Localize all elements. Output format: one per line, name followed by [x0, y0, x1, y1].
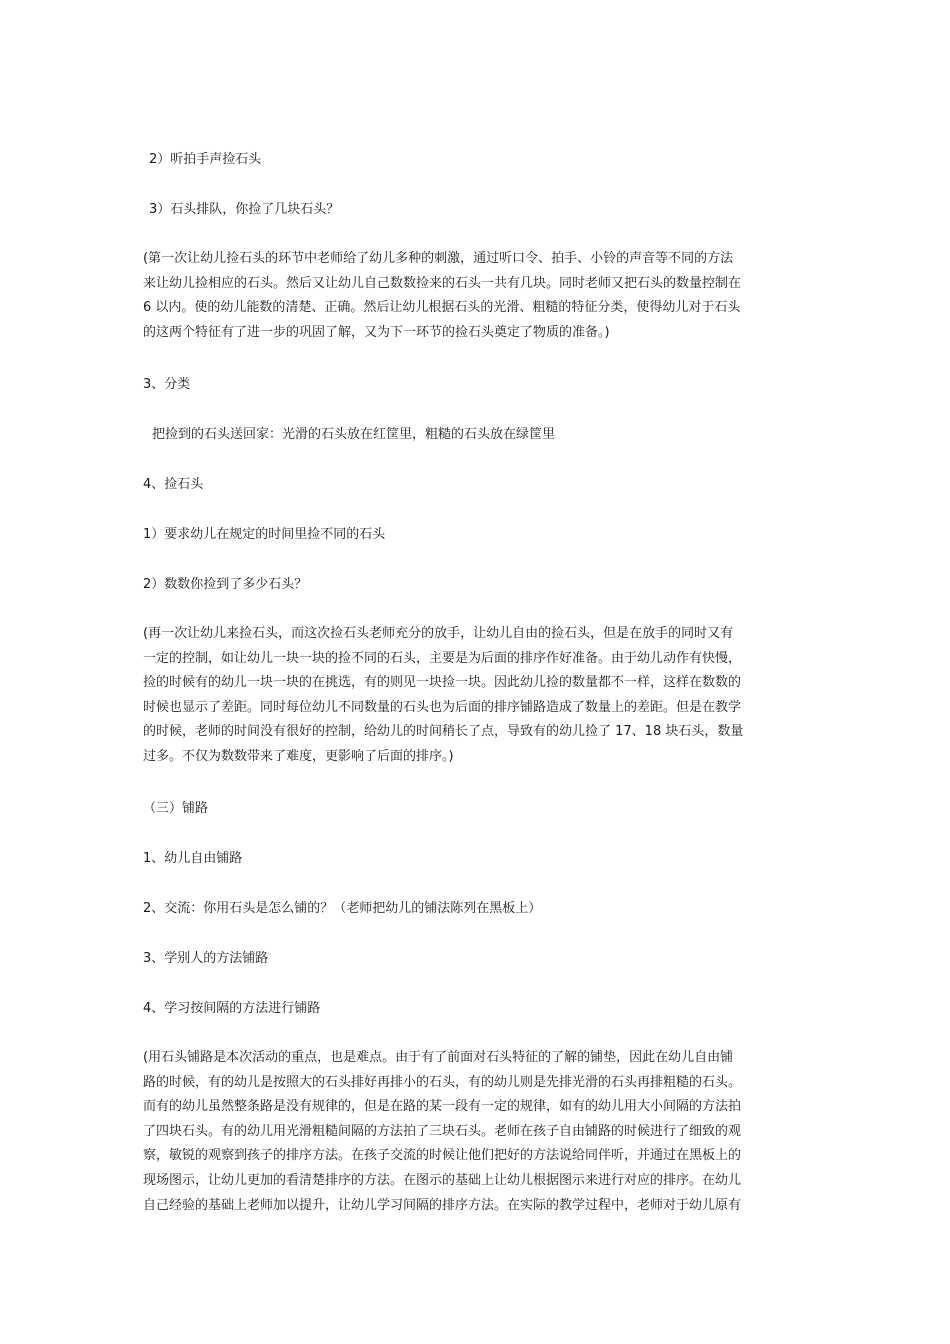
paragraph-line: 路的时候，有的幼儿是按照大的石头排好再排小的石头，有的幼儿则是先排光滑的石头再排粗糙的石头。: [143, 1074, 742, 1090]
paving-step-1: 1、幼儿自由铺路: [143, 851, 243, 866]
step-count-stones: 2）数数你捡到了多少石头？: [143, 577, 308, 592]
paragraph-line: (第一次让幼儿捡石头的环节中老师给了幼儿多种的刺激，通过听口令、拍手、小铃的声音等不同的方法: [143, 251, 734, 266]
paving-step-3: 3、学别人的方法铺路: [143, 951, 269, 966]
heading-classify: 3、分类: [143, 377, 191, 392]
paragraph-line: 6 以内。使的幼儿能数的清楚、正确。然后让幼儿根据石头的光滑、粗糙的特征分类，使得幼儿对于石头: [143, 300, 741, 316]
commentary-paragraph-2: [143, 622, 809, 770]
paragraph-line: 的这两个特征有了进一步的巩固了解，又为下一环节的捡石头奠定了物质的准备。): [143, 324, 610, 340]
paragraph-line: 了四块石头。有的幼儿用光滑粗糙间隔的方法拍了三块石头。老师在孩子自由铺路的时候进行了细致的观: [143, 1123, 742, 1139]
classify-instruction: 把捡到的石头送回家：光滑的石头放在红筐里，粗糙的石头放在绿筐里: [152, 427, 556, 442]
section-paving: （三）铺路: [143, 801, 209, 816]
paragraph-line: 察，敏锐的观察到孩子的排序方法。在孩子交流的时候让他们把好的方法说给同伴听，并通过在黑板上的: [143, 1148, 742, 1164]
paragraph-line: 捡的时候有的幼儿一块一块的在挑选，有的则见一块捡一块。因此幼儿捡的数量都不一样，这样在数数的: [143, 675, 742, 691]
paragraph-line: 来让幼儿捡相应的石头。然后又让幼儿自己数数捡来的石头一共有几块。同时老师又把石头的数量控制在: [143, 275, 742, 291]
paragraph-line: 过多。不仅为数数带来了难度，更影响了后面的排序。): [143, 748, 454, 764]
paving-step-2: 2、交流：你用石头是怎么铺的？（老师把幼儿的铺法陈列在黑板上）: [143, 901, 542, 916]
paragraph-line: 一定的控制，如让幼儿一块一块的捡不同的石头，主要是为后面的排序作好准备。由于幼儿动作有快慢，: [143, 650, 742, 666]
paragraph-line: (用石头铺路是本次活动的重点，也是难点。由于有了前面对石头特征的了解的铺垫，因此在幼儿自由铺: [143, 1050, 734, 1065]
paragraph-line: 而有的幼儿虽然整条路是没有规律的，但是在路的某一段有一定的规律，如有的幼儿用大小间隔的方法拍: [143, 1099, 742, 1115]
step-pick-in-time: 1）要求幼儿在规定的时间里捡不同的石头: [143, 527, 386, 542]
step-stone-line-up: 3）石头排队，你捡了几块石头？: [149, 202, 340, 217]
paragraph-line: 自己经验的基础上老师加以提升，让幼儿学习间隔的排序方法。在实际的教学过程中，老师对于幼儿原有: [143, 1197, 742, 1213]
paragraph-line: 时候也显示了差距。同时每位幼儿不同数量的石头也为后面的排序铺路造成了数量上的差距。但是在教学: [143, 699, 742, 715]
step-listen-clap: 2）听拍手声捡石头: [149, 152, 262, 167]
commentary-paragraph-1: [143, 247, 809, 345]
paragraph-line: 的时候，老师的时间没有很好的控制，给幼儿的时间稍长了点，导致有的幼儿捡了 17、18 块石头，数量: [143, 724, 744, 740]
paragraph-line: 现场图示，让幼儿更加的看清楚排序的方法。在图示的基础上让幼儿根据图示来进行对应的排序。在幼儿: [143, 1172, 742, 1188]
heading-pick-stones: 4、捡石头: [143, 477, 204, 492]
paving-step-4: 4、学习按间隔的方法进行铺路: [143, 1001, 321, 1016]
paragraph-line: (再一次让幼儿来捡石头，而这次捡石头老师充分的放手，让幼儿自由的捡石头，但是在放手的同时又有: [143, 626, 734, 641]
commentary-paragraph-3: [143, 1046, 809, 1218]
